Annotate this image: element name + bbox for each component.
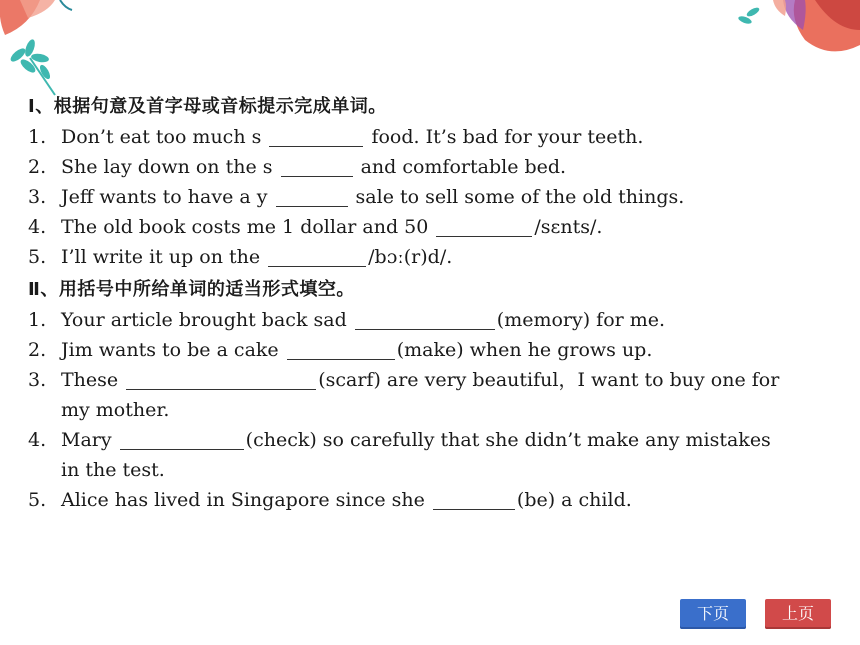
item-text-before: She lay down on the s (61, 156, 273, 178)
item-text-after: /sɛnts/. (534, 216, 603, 238)
exercise-line (28, 335, 838, 365)
exercise-line (28, 182, 838, 212)
answer-blank[interactable] (276, 184, 348, 207)
exercise-line (28, 425, 838, 455)
item-number: 3. (28, 186, 47, 208)
answer-blank[interactable] (355, 307, 495, 330)
answer-blank[interactable] (281, 154, 353, 177)
item-number: 4. (28, 216, 47, 238)
item-text-before: Your article brought back sad (61, 309, 347, 331)
item-number: 4. (28, 429, 47, 451)
item-text-before: Jim wants to be a cake (61, 339, 279, 361)
exercise-line-continued: in the test. (61, 459, 165, 481)
section1-heading: Ⅰ、根据句意及首字母或音标提示完成单词。 (28, 96, 387, 117)
item-number: 2. (28, 156, 47, 178)
item-text-after: /bɔː(r)d/. (368, 246, 453, 268)
exercise-line (28, 212, 838, 242)
exercise-line (28, 365, 838, 395)
item-text-after: (be) a child. (516, 489, 632, 511)
answer-blank[interactable] (287, 337, 395, 360)
item-text-after: (check) so carefully that she didn’t make any mistakes (245, 429, 771, 451)
section2-heading: Ⅱ、用括号中所给单词的适当形式填空。 (28, 279, 355, 300)
exercise-line (28, 152, 838, 182)
item-number: 2. (28, 339, 47, 361)
previous-page-button[interactable]: 上页 (765, 599, 831, 629)
item-text-after: (memory) for me. (496, 309, 666, 331)
item-text-before: I’ll write it up on the (61, 246, 261, 268)
item-text-before: Jeff wants to have a y (61, 186, 268, 208)
item-text-after: and comfortable bed. (354, 156, 567, 178)
item-text-before: Alice has lived in Singapore since she (61, 489, 425, 511)
item-number: 1. (28, 309, 47, 331)
answer-blank[interactable] (436, 214, 532, 237)
item-text-after: (make) when he grows up. (396, 339, 653, 361)
leaf-decoration-left (0, 0, 90, 100)
item-text-after: food. It’s bad for your teeth. (365, 126, 644, 148)
worksheet (28, 92, 838, 515)
next-page-button[interactable]: 下页 (680, 599, 746, 629)
leaf-decoration-right (735, 0, 860, 75)
exercise-line (28, 242, 838, 272)
item-number: 1. (28, 126, 47, 148)
exercise-line (28, 485, 838, 515)
answer-blank[interactable] (126, 367, 316, 390)
item-text-before: These (61, 369, 119, 391)
answer-blank[interactable] (433, 487, 515, 510)
item-text-after: (scarf) are very beautiful，I want to buy one for (318, 369, 780, 391)
item-text-before: Don’t eat too much s (61, 126, 262, 148)
item-number: 3. (28, 369, 47, 391)
exercise-line (28, 122, 838, 152)
answer-blank[interactable] (120, 427, 244, 450)
item-number: 5. (28, 489, 47, 511)
answer-blank[interactable] (269, 124, 363, 147)
item-number: 5. (28, 246, 47, 268)
item-text-before: Mary (61, 429, 112, 451)
item-text-before: The old book costs me 1 dollar and 50 (61, 216, 429, 238)
item-text-after: sale to sell some of the old things. (349, 186, 685, 208)
answer-blank[interactable] (268, 244, 366, 267)
exercise-line-continued: my mother. (61, 399, 170, 421)
exercise-line (28, 305, 838, 335)
